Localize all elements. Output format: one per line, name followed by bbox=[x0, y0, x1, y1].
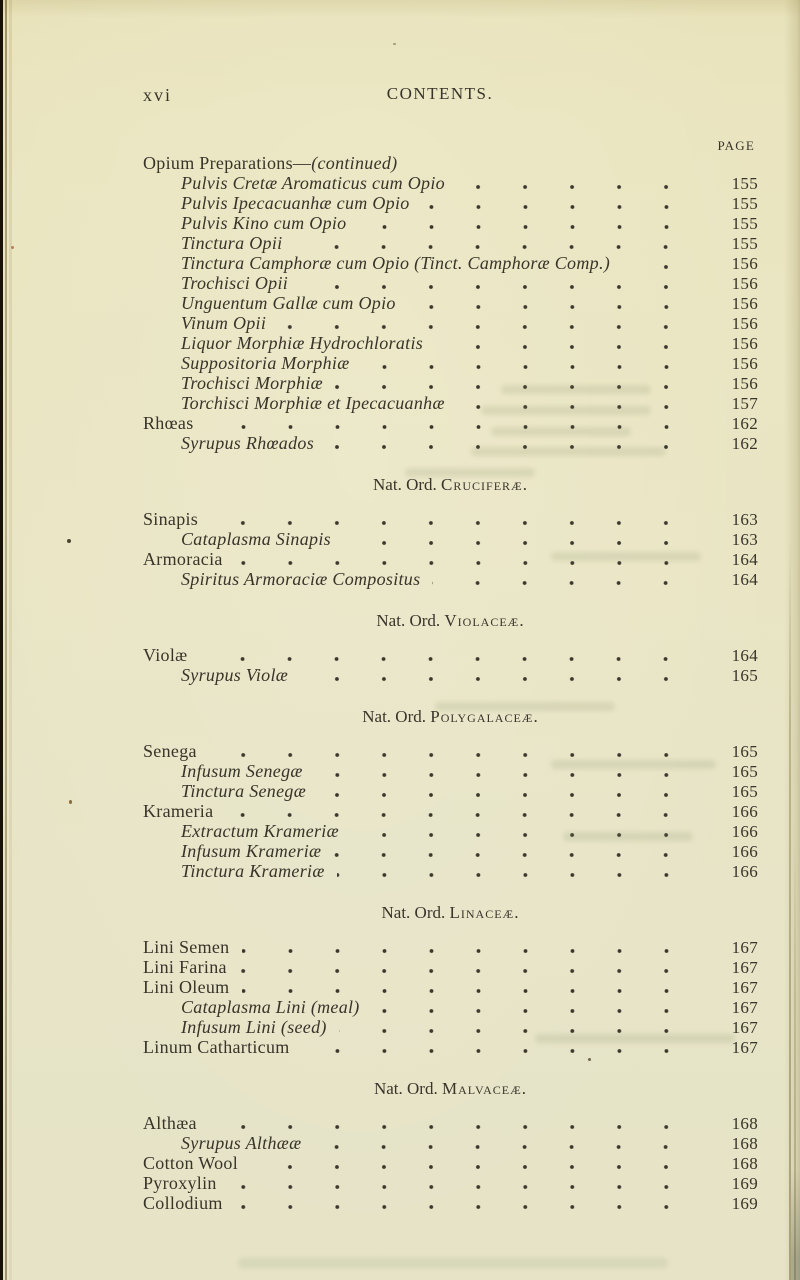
toc-entry-label: Cataplasma Lini (meal) bbox=[181, 997, 360, 1017]
toc-entry bbox=[143, 761, 758, 781]
toc-entry bbox=[143, 957, 758, 977]
toc-entry-label: Syrupus Violæ bbox=[181, 665, 289, 685]
toc-entry-page-number: 155 bbox=[731, 174, 758, 193]
toc-entry bbox=[143, 413, 758, 433]
toc-entry-page-number: 155 bbox=[731, 234, 758, 253]
toc-entry bbox=[143, 861, 758, 881]
nat-ord-heading bbox=[143, 611, 758, 631]
dot-leader bbox=[333, 846, 710, 861]
binding-crease bbox=[5, 0, 7, 1280]
dot-leader bbox=[457, 398, 710, 413]
folio-number: xvi bbox=[143, 85, 173, 105]
toc-entry bbox=[143, 233, 758, 253]
page-edge-line bbox=[789, 540, 791, 1280]
toc-entry-label: Syrupus Rhœados bbox=[181, 433, 315, 453]
dot-leader bbox=[313, 1138, 710, 1153]
nat-ord-family-name: Linaceæ. bbox=[449, 903, 520, 922]
toc-entry-label: Syrupus Althææ bbox=[181, 1133, 302, 1153]
toc-entry bbox=[143, 213, 758, 233]
toc-entry bbox=[143, 353, 758, 373]
nat-ord-family-name: Cruciferæ. bbox=[441, 475, 528, 494]
toc-entry-page-number: 163 bbox=[731, 510, 758, 529]
dot-leader bbox=[209, 1118, 710, 1133]
nat-ord-prefix: Nat. Ord. bbox=[373, 475, 442, 494]
dot-leader bbox=[302, 1042, 710, 1057]
toc-entry-page-number: 167 bbox=[731, 938, 758, 957]
toc-entry-page-number: 156 bbox=[731, 334, 758, 353]
toc-entry-page-number: 166 bbox=[731, 842, 758, 861]
toc-entry-label: Cataplasma Sinapis bbox=[181, 529, 331, 549]
toc-entry-label: Althæa bbox=[143, 1113, 197, 1133]
dot-leader bbox=[300, 278, 710, 293]
toc-entry-page-number: 167 bbox=[731, 978, 758, 997]
toc-entry-page-number: 164 bbox=[731, 570, 758, 589]
dot-leader bbox=[435, 338, 710, 353]
toc-entry-page-number: 167 bbox=[731, 1038, 758, 1057]
toc-entry-label: Armoracia bbox=[143, 549, 223, 569]
dot-leader bbox=[278, 318, 710, 333]
toc-entry-label: Spiritus Armoraciæ Compositus bbox=[181, 569, 421, 589]
toc-entry bbox=[143, 549, 758, 569]
dot-leader bbox=[408, 298, 710, 313]
toc-entry-page-number: 164 bbox=[731, 646, 758, 665]
toc-entry bbox=[143, 373, 758, 393]
toc-entry bbox=[143, 937, 758, 957]
toc-entry-label: Krameria bbox=[143, 801, 214, 821]
dot-leader bbox=[422, 198, 710, 213]
toc-entry-label: Tinctura Krameriæ bbox=[181, 861, 325, 881]
dot-leader bbox=[335, 378, 710, 393]
table-of-contents bbox=[143, 153, 758, 1213]
dot-leader bbox=[359, 218, 711, 233]
toc-entry-page-number: 169 bbox=[731, 1174, 758, 1193]
dot-leader bbox=[622, 258, 710, 273]
dot-leader bbox=[242, 982, 711, 997]
toc-entry bbox=[143, 293, 758, 313]
running-title: CONTENTS. bbox=[386, 84, 494, 103]
toc-entry-label: Liquor Morphiæ Hydrochloratis bbox=[181, 333, 424, 353]
binding-crease bbox=[9, 0, 12, 1280]
dot-leader bbox=[432, 574, 710, 589]
toc-entry-label: Violæ bbox=[143, 645, 188, 665]
toc-entry-label: Pulvis Cretæ Aromaticus cum Opio bbox=[181, 173, 445, 193]
toc-entry bbox=[143, 1113, 758, 1133]
dot-leader bbox=[372, 1002, 710, 1017]
toc-entry-page-number: 165 bbox=[731, 666, 758, 685]
dust-speck bbox=[69, 800, 72, 804]
toc-entry bbox=[143, 841, 758, 861]
book-page bbox=[3, 0, 800, 1280]
toc-entry-page-number: 166 bbox=[731, 822, 758, 841]
toc-entry bbox=[143, 1133, 758, 1153]
toc-entry-label: Infusum Krameriæ bbox=[181, 841, 322, 861]
toc-entry-label: Rhœas bbox=[143, 413, 194, 433]
toc-entry-label: Extractum Krameriæ bbox=[181, 821, 339, 841]
toc-entry-label: Opium Preparations—(continued) bbox=[143, 153, 398, 173]
toc-entry bbox=[143, 393, 758, 413]
nat-ord-heading bbox=[143, 707, 758, 727]
toc-entry-page-number: 169 bbox=[731, 1194, 758, 1213]
nat-ord-prefix: Nat. Ord. bbox=[381, 903, 450, 922]
toc-entry-page-number: 168 bbox=[731, 1114, 758, 1133]
toc-entry-page-number: 166 bbox=[731, 862, 758, 881]
dot-leader bbox=[210, 514, 710, 529]
toc-entry-page-number: 156 bbox=[731, 294, 758, 313]
toc-entry-page-number: 164 bbox=[731, 550, 758, 569]
dot-leader bbox=[209, 746, 710, 761]
toc-entry-page-number: 162 bbox=[731, 414, 758, 433]
toc-entry-page-number: 156 bbox=[731, 314, 758, 333]
toc-entry-label: Infusum Lini (seed) bbox=[181, 1017, 327, 1037]
toc-entry-label: Lini Oleum bbox=[143, 977, 230, 997]
toc-entry-label: Pulvis Kino cum Opio bbox=[181, 213, 347, 233]
show-through-smudge bbox=[238, 1258, 668, 1268]
toc-entry-page-number: 167 bbox=[731, 1018, 758, 1037]
toc-entry-page-number: 155 bbox=[731, 214, 758, 233]
dot-leader bbox=[235, 1198, 710, 1213]
dot-leader bbox=[229, 1178, 710, 1193]
nat-ord-family-name: Polygalaceæ. bbox=[430, 707, 539, 726]
toc-entry-label: Tinctura Opii bbox=[181, 233, 283, 253]
toc-entry bbox=[143, 977, 758, 997]
toc-entry bbox=[143, 313, 758, 333]
dot-leader bbox=[343, 534, 710, 549]
nat-ord-prefix: Nat. Ord. bbox=[376, 611, 445, 630]
toc-entry bbox=[143, 333, 758, 353]
toc-entry-continued: (continued) bbox=[311, 153, 398, 173]
dust-speck bbox=[393, 43, 396, 45]
toc-entry-page-number: 168 bbox=[731, 1154, 758, 1173]
page-column-label: PAGE bbox=[717, 138, 755, 153]
toc-entry-page-number: 156 bbox=[731, 254, 758, 273]
toc-entry-page-number: 165 bbox=[731, 742, 758, 761]
toc-entry-page-number: 166 bbox=[731, 802, 758, 821]
dot-leader bbox=[300, 670, 710, 685]
toc-entry-label: Unguentum Gallæ cum Opio bbox=[181, 293, 396, 313]
toc-entry-page-number: 165 bbox=[731, 762, 758, 781]
dot-leader bbox=[339, 1022, 710, 1037]
toc-entry-page-number: 165 bbox=[731, 782, 758, 801]
toc-entry bbox=[143, 1173, 758, 1193]
toc-entry bbox=[143, 821, 758, 841]
toc-entry-page-number: 162 bbox=[731, 434, 758, 453]
toc-entry bbox=[143, 645, 758, 665]
toc-entry bbox=[143, 569, 758, 589]
toc-entry-page-number: 157 bbox=[731, 394, 758, 413]
nat-ord-family-name: Malvaceæ. bbox=[441, 1079, 528, 1098]
dot-leader bbox=[294, 238, 710, 253]
toc-entry bbox=[143, 1153, 758, 1173]
nat-ord-prefix: Nat. Ord. bbox=[362, 707, 431, 726]
toc-entry bbox=[143, 193, 758, 213]
toc-entry bbox=[143, 1017, 758, 1037]
toc-entry bbox=[143, 153, 758, 173]
dot-leader bbox=[457, 178, 710, 193]
toc-entry-label: Collodium bbox=[143, 1193, 223, 1213]
dust-speck bbox=[11, 246, 14, 249]
toc-entry-label: Vinum Opii bbox=[181, 313, 267, 333]
toc-entry-label: Suppositoria Morphiæ bbox=[181, 353, 350, 373]
toc-entry bbox=[143, 801, 758, 821]
toc-entry bbox=[143, 665, 758, 685]
toc-entry-page-number: 156 bbox=[731, 354, 758, 373]
toc-entry bbox=[143, 741, 758, 761]
dot-leader bbox=[199, 650, 710, 665]
dot-leader bbox=[362, 358, 710, 373]
dot-leader bbox=[225, 806, 710, 821]
toc-entry-label: Torchisci Morphiæ et Ipecacuanhæ bbox=[181, 393, 445, 413]
toc-entry bbox=[143, 509, 758, 529]
dot-leader bbox=[239, 962, 710, 977]
dot-leader bbox=[337, 866, 710, 881]
dot-leader bbox=[326, 438, 710, 453]
dot-leader bbox=[235, 554, 710, 569]
toc-entry-label: Trochisci Opii bbox=[181, 273, 289, 293]
page-edge-shading bbox=[784, 0, 800, 1280]
toc-entry-label: Lini Farina bbox=[143, 957, 227, 977]
toc-entry-label: Tinctura Senegæ bbox=[181, 781, 306, 801]
toc-entry bbox=[143, 433, 758, 453]
toc-entry-page-number: 155 bbox=[731, 194, 758, 213]
dot-leader bbox=[351, 826, 710, 841]
corner-shadow bbox=[791, 1170, 800, 1280]
dot-leader bbox=[315, 766, 710, 781]
ink-speck bbox=[67, 539, 71, 543]
toc-entry-label: Cotton Wool bbox=[143, 1153, 239, 1173]
toc-entry bbox=[143, 1193, 758, 1213]
toc-entry-label: Pulvis Ipecacuanhæ cum Opio bbox=[181, 193, 410, 213]
toc-entry bbox=[143, 1037, 758, 1057]
toc-entry-page-number: 163 bbox=[731, 530, 758, 549]
toc-entry-page-number: 167 bbox=[731, 998, 758, 1017]
nat-ord-prefix: Nat. Ord. bbox=[373, 1079, 442, 1098]
toc-entry-page-number: 156 bbox=[731, 374, 758, 393]
nat-ord-heading bbox=[143, 1079, 758, 1099]
toc-entry-page-number: 168 bbox=[731, 1134, 758, 1153]
toc-entry-label: Tinctura Camphoræ cum Opio (Tinct. Camphoræ Comp.) bbox=[181, 253, 611, 273]
nat-ord-heading bbox=[143, 475, 758, 495]
nat-ord-heading bbox=[143, 903, 758, 923]
dot-leader bbox=[242, 942, 711, 957]
toc-entry bbox=[143, 529, 758, 549]
toc-entry bbox=[143, 781, 758, 801]
toc-entry bbox=[143, 273, 758, 293]
toc-entry-page-number: 167 bbox=[731, 958, 758, 977]
toc-entry-page-number: 156 bbox=[731, 274, 758, 293]
toc-entry-label: Trochisci Morphiæ bbox=[181, 373, 323, 393]
toc-entry bbox=[143, 173, 758, 193]
dot-leader bbox=[206, 418, 711, 433]
toc-entry-label: Pyroxylin bbox=[143, 1173, 217, 1193]
toc-entry-label: Senega bbox=[143, 741, 197, 761]
nat-ord-family-name: Violaceæ. bbox=[444, 611, 525, 630]
toc-entry bbox=[143, 997, 758, 1017]
toc-entry-label: Linum Catharticum bbox=[143, 1037, 290, 1057]
toc-entry-label: Infusum Senegæ bbox=[181, 761, 303, 781]
dot-leader bbox=[318, 786, 710, 801]
toc-entry-label: Sinapis bbox=[143, 509, 199, 529]
toc-entry bbox=[143, 253, 758, 273]
toc-entry-label: Lini Semen bbox=[143, 937, 230, 957]
dot-leader bbox=[250, 1158, 710, 1173]
